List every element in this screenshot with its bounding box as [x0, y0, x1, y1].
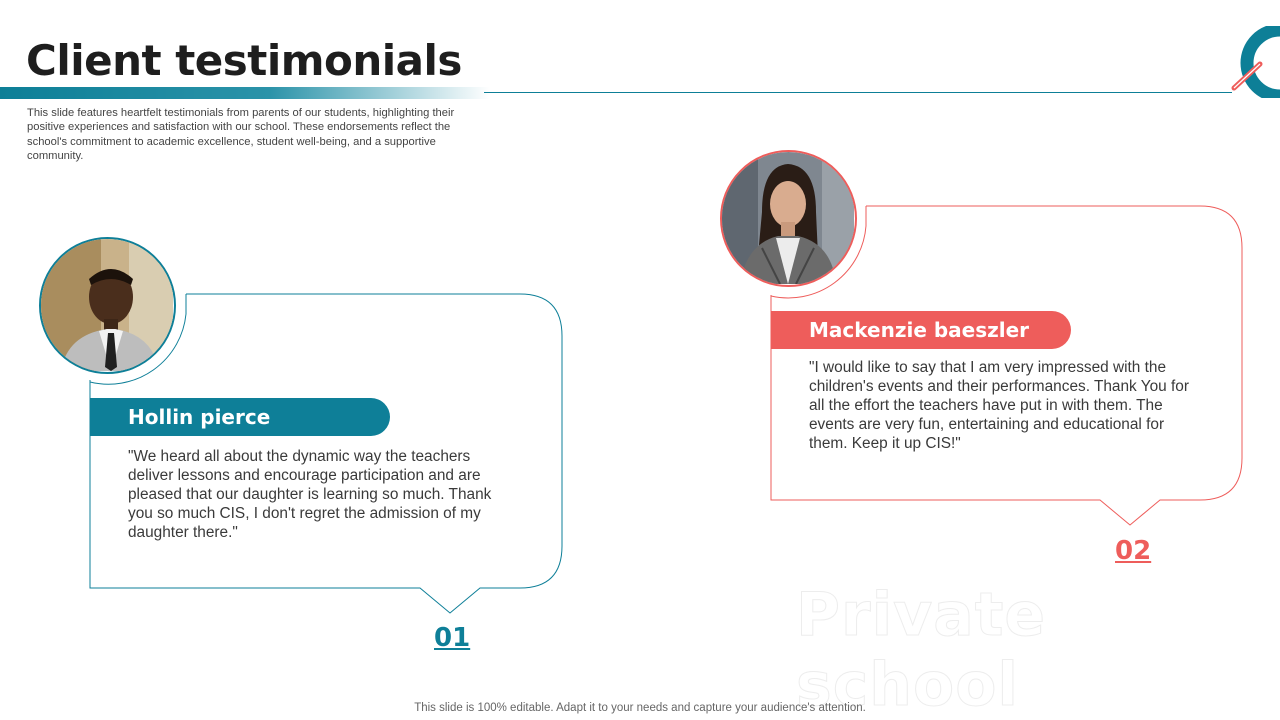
- slide-description: This slide features heartfelt testimonials from parents of our students, highlighting their positive experiences and satisfaction with our school. These endorsements reflect the school's commitment to academic excellence, student well-being, and a supportive community.: [27, 107, 455, 162]
- watermark-text: Private school: [796, 580, 1047, 720]
- testimonial-1-quote: "We heard all about the dynamic way the teachers deliver lessons and encourage participation and are pleased that our daughter is learning so much. Thank you so much CIS, I don't regret the admission of my daughter there.": [128, 448, 492, 542]
- testimonial-2-name: Mackenzie baeszler: [771, 311, 1071, 349]
- woman-portrait-icon: [722, 152, 854, 284]
- slide-title: Client testimonials: [26, 36, 462, 85]
- avatar-hollin: [39, 237, 176, 374]
- footer-note: This slide is 100% editable. Adapt it to your needs and capture your audience's attention.: [414, 702, 866, 714]
- man-portrait-icon: [41, 239, 173, 371]
- testimonial-1-name: Hollin pierce: [90, 398, 390, 436]
- avatar-mackenzie: [720, 150, 857, 287]
- testimonial-2-quote: "I would like to say that I am very impressed with the children's events and their performances. Thank You for all the effort the teachers have put in with them. The events are very fun, entertaining and educational for them. Keep it up CIS!": [809, 359, 1189, 453]
- testimonial-2-number: 02: [1115, 536, 1152, 566]
- testimonial-1-number: 01: [434, 623, 471, 653]
